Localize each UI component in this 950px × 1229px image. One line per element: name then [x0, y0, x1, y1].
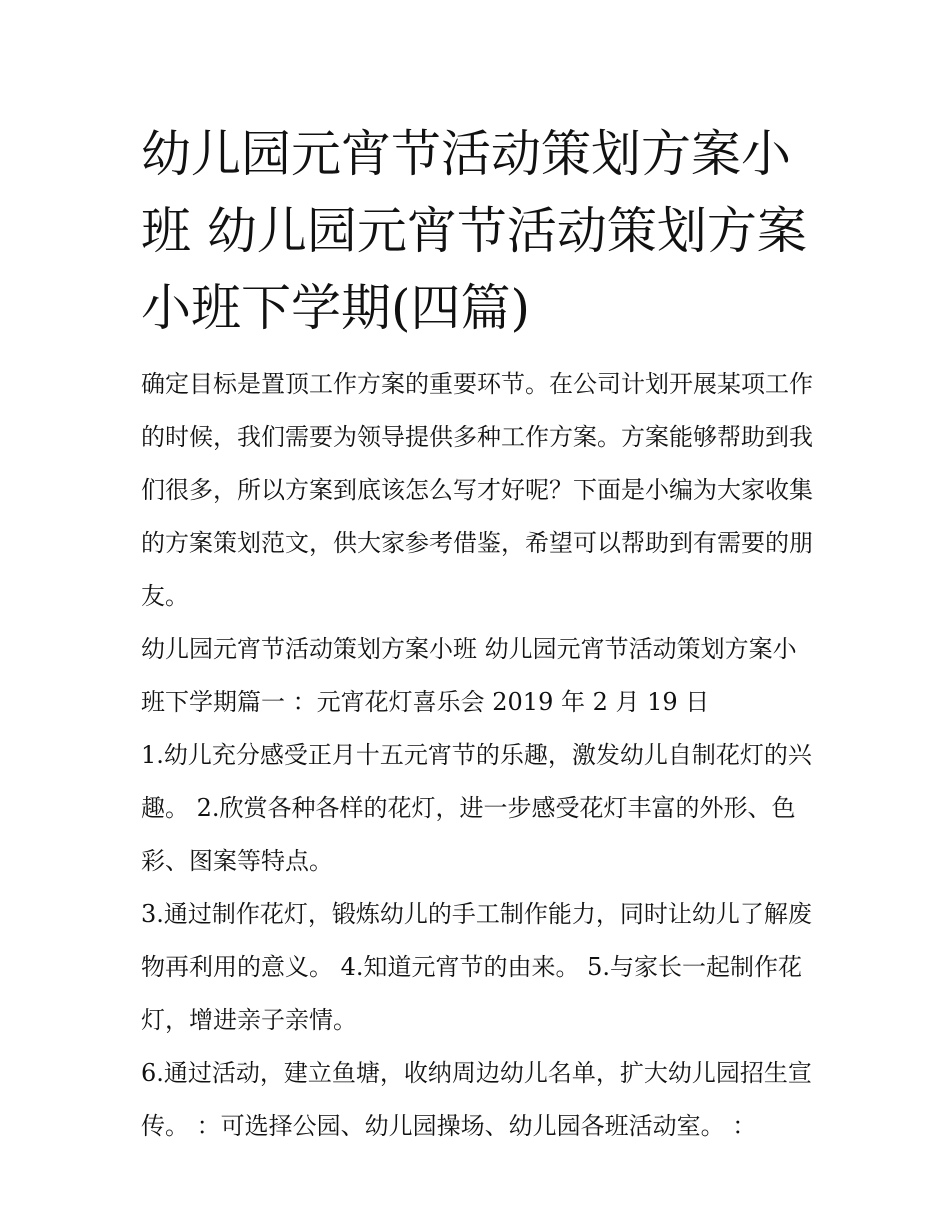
- paragraph-goals-3-5: 3.通过制作花灯，锻炼幼儿的手工制作能力，同时让幼儿了解废物再利用的意义。 4.知道元宵节的由来。 5.与家长一起制作花灯，增进亲子亲情。: [141, 900, 812, 1034]
- paragraph-intro: 确定目标是置顶工作方案的重要环节。在公司计划开展某项工作的时候，我们需要为领导提供多种工作方案。方案能够帮助到我们很多，所以方案到底该怎么写才好呢？下面是小编为大家收集的方案策划范文，供大家参考借鉴，希望可以帮助到有需要的朋友。: [141, 370, 813, 610]
- paragraph-section-heading: 幼儿园元宵节活动策划方案小班 幼儿园元宵节活动策划方案小班下学期篇一 ：元宵花灯喜乐会 2019 年 2 月 19 日: [141, 635, 797, 716]
- paragraph-goals-1-2: 1.幼儿充分感受正月十五元宵节的乐趣，激发幼儿自制花灯的兴趣。 2.欣赏各种各样的花灯，进一步感受花灯丰富的外形、色彩、图案等特点。: [141, 741, 812, 875]
- paragraph-goal-6: 6.通过活动，建立鱼塘，收纳周边幼儿名单，扩大幼儿园招生宣传。 ：可选择公园、幼儿园操场、幼儿园各班活动室。 ：: [141, 1059, 812, 1140]
- document-body: [141, 358, 816, 1153]
- document-title: 幼儿园元宵节活动策划方案小班 幼儿园元宵节活动策划方案小班下学期(四篇): [141, 125, 807, 337]
